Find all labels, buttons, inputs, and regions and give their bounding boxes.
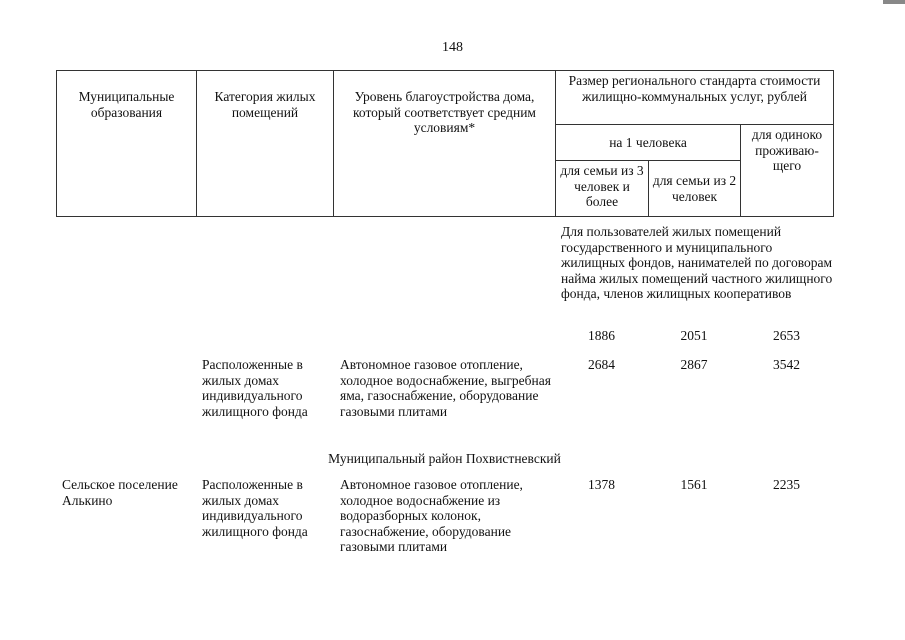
page-number: 148 [442,40,463,55]
row2-family3-value: 2684 [588,357,615,372]
district-row-municipal: Сельское поселение Алькино [62,477,178,508]
row1-family3-value: 1886 [588,328,615,343]
district-row-level: Автономное газовое отопление, холодное водоснабжение из водоразборных колонок, газоснабжение, оборудование газовыми плитами [340,477,523,554]
district-row-family2-value: 1561 [680,477,708,492]
district-row-family3-value: 1378 [588,477,615,492]
row1-single-value: 2653 [773,328,800,343]
table-header [56,70,834,217]
header-municipal: Муниципальные образования [57,71,197,217]
header-level: Уровень благоустройства дома, который соответствует средним условиям* [334,71,556,217]
header-single: для одиноко проживаю-щего [741,125,834,217]
row1-family2-value: 2051 [680,328,708,343]
district-row-single-value: 2235 [773,477,800,492]
district-row-category: Расположенные в жилых домах индивидуального жилищного фонда [202,477,308,539]
section-note: Для пользователей жилых помещений государственного и муниципального жилищных фондов, нанимателей по договорам найма жилых помещений частного жилищного фонда, членов жилищных кооперативов [561,224,833,301]
header-per-person: на 1 человека [556,125,741,161]
header-family2: для семьи из 2 человек [649,161,741,217]
district-heading: Муниципальный район Похвистневский [328,451,561,466]
row2-family2-value: 2867 [680,357,708,372]
header-category: Категория жилых помещений [197,71,334,217]
header-family3: для семьи из 3 человек и более [556,161,649,217]
row2-single-value: 3542 [773,357,800,372]
row2-level: Автономное газовое отопление, холодное водоснабжение, выгребная яма, газоснабжение, оборудование газовыми плитами [340,357,551,419]
scan-edge-mark [883,0,905,4]
row2-category: Расположенные в жилых домах индивидуального жилищного фонда [202,357,308,419]
header-size-title: Размер регионального стандарта стоимости жилищно-коммунальных услуг, рублей [556,71,834,125]
